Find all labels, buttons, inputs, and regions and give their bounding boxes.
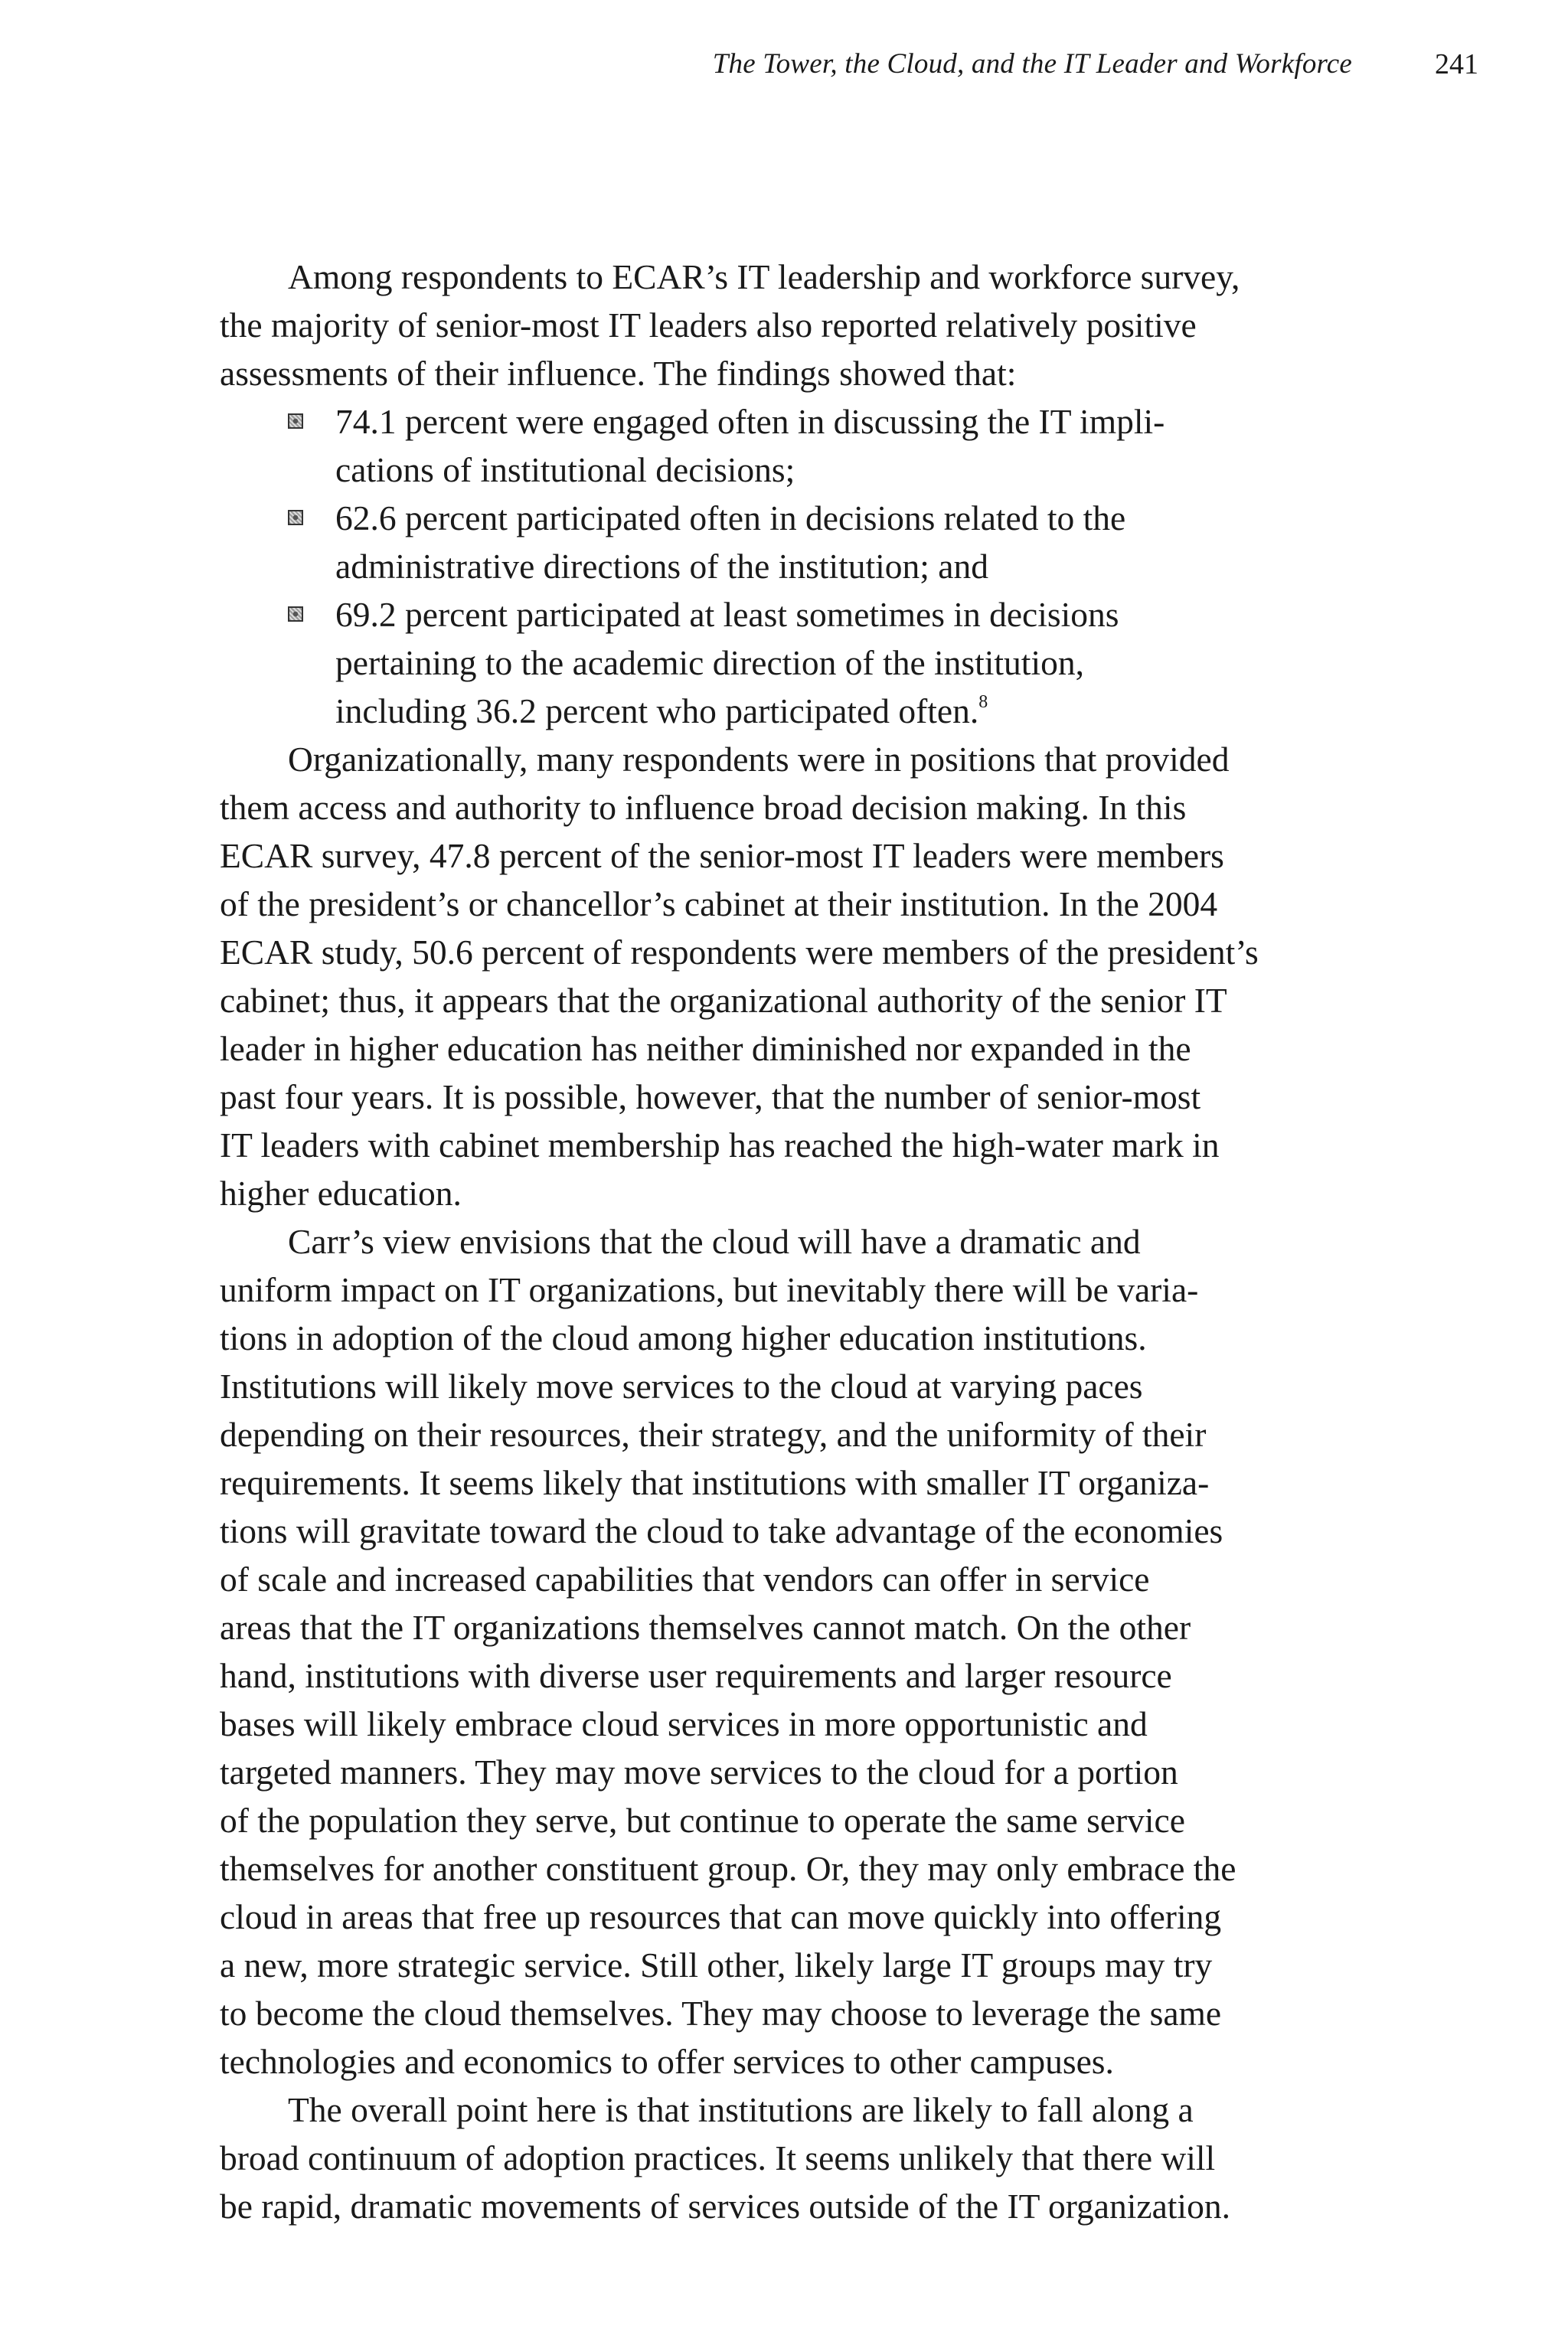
paragraph-line: The overall point here is that institutions are likely to fall along a: [288, 2090, 1194, 2129]
paragraph-line: Institutions will likely move services to the cloud at varying paces: [220, 1367, 1143, 1406]
paragraph-line: be rapid, dramatic movements of services outside of the IT organization.: [220, 2187, 1230, 2226]
paragraph-line: bases will likely embrace cloud services in more opportunistic and: [220, 1704, 1148, 1743]
paragraph-line: Among respondents to ECAR’s IT leadership and workforce survey,: [288, 257, 1240, 296]
paragraph-line: hand, institutions with diverse user requirements and larger resource: [220, 1656, 1172, 1695]
paragraph-line: of the president’s or chancellor’s cabinet at their institution. In the 2004: [220, 884, 1218, 923]
running-title: The Tower, the Cloud, and the IT Leader and Workforce: [712, 48, 1352, 80]
paragraph-line: requirements. It seems likely that institutions with smaller IT organiza-: [220, 1463, 1210, 1502]
paragraph-line: Carr’s view envisions that the cloud will have a dramatic and: [288, 1222, 1141, 1261]
paragraph-line: ECAR study, 50.6 percent of respondents were members of the president’s: [220, 933, 1259, 972]
paragraph-line: a new, more strategic service. Still other, likely large IT groups may try: [220, 1945, 1213, 1984]
paragraph-line: tions in adoption of the cloud among higher education institutions.: [220, 1318, 1147, 1357]
paragraph-line: the majority of senior-most IT leaders also reported relatively positive: [220, 305, 1197, 345]
page-number: 241: [1435, 48, 1478, 80]
paragraph-line: of the population they serve, but continue to operate the same service: [220, 1801, 1185, 1840]
paragraph-line: to become the cloud themselves. They may choose to leverage the same: [220, 1994, 1222, 2033]
square-bullet-icon: [288, 606, 303, 622]
paragraph-line: tions will gravitate toward the cloud to take advantage of the economies: [220, 1511, 1223, 1550]
bullet-line: cations of institutional decisions;: [335, 450, 795, 489]
bullet-line: including 36.2 percent who participated often.: [335, 691, 979, 730]
paragraph-line: uniform impact on IT organizations, but inevitably there will be varia-: [220, 1270, 1199, 1309]
paragraph-line: cabinet; thus, it appears that the organizational authority of the senior IT: [220, 981, 1227, 1020]
bullet-line: 62.6 percent participated often in decisions related to the: [335, 498, 1126, 537]
paragraph-line: higher education.: [220, 1174, 462, 1213]
paragraph-line: themselves for another constituent group. Or, they may only embrace the: [220, 1849, 1236, 1888]
paragraph-line: Organizationally, many respondents were in positions that provided: [288, 740, 1230, 779]
square-bullet-icon: [288, 510, 303, 525]
paragraph-line: IT leaders with cabinet membership has reached the high-water mark in: [220, 1125, 1220, 1165]
paragraph-line: them access and authority to influence broad decision making. In this: [220, 788, 1187, 827]
paragraph-line: past four years. It is possible, however, that the number of senior-most: [220, 1077, 1201, 1116]
paragraph-line: depending on their resources, their strategy, and the uniformity of their: [220, 1415, 1207, 1454]
bullet-line: pertaining to the academic direction of the institution,: [335, 643, 1084, 682]
bullet-line-with-footnote: [335, 687, 988, 735]
paragraph-line: areas that the IT organizations themselves cannot match. On the other: [220, 1608, 1191, 1647]
paragraph-line: assessments of their influence. The findings showed that:: [220, 354, 1017, 393]
paragraph-line: targeted manners. They may move services to the cloud for a portion: [220, 1753, 1178, 1792]
paragraph-line: of scale and increased capabilities that vendors can offer in service: [220, 1560, 1150, 1599]
bullet-line: 69.2 percent participated at least sometimes in decisions: [335, 595, 1119, 634]
square-bullet-icon: [288, 413, 303, 429]
paragraph-line: cloud in areas that free up resources that can move quickly into offering: [220, 1897, 1222, 1936]
paragraph-line: technologies and economics to offer services to other campuses.: [220, 2042, 1114, 2081]
footnote-marker: 8: [978, 691, 988, 712]
paragraph-line: leader in higher education has neither diminished nor expanded in the: [220, 1029, 1191, 1068]
bullet-line: 74.1 percent were engaged often in discussing the IT impli-: [335, 402, 1165, 441]
bullet-line: administrative directions of the institution; and: [335, 547, 988, 586]
paragraph-line: broad continuum of adoption practices. It seems unlikely that there will: [220, 2138, 1216, 2177]
paragraph-line: ECAR survey, 47.8 percent of the senior-most IT leaders were members: [220, 836, 1224, 875]
